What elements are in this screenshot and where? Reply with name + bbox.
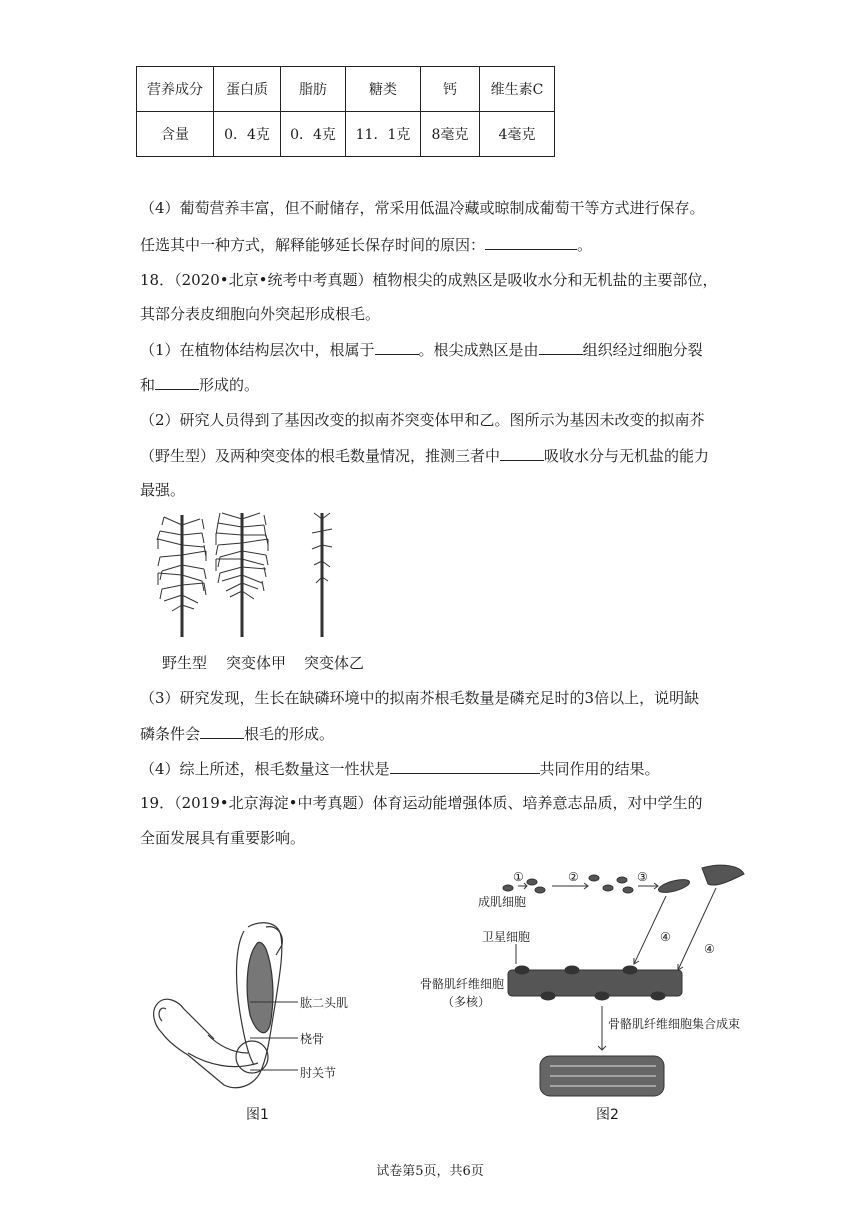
text: 磷条件会 [140,725,201,743]
answer-blank[interactable] [200,723,244,739]
q18-line2: 其部分表皮细胞向外突起形成根毛。 [140,305,381,323]
table-cell: 含量 [137,112,214,157]
q18-1-line2 [140,374,740,395]
wild-type-root [157,515,206,637]
q18-2-line3: 最强。 [140,481,186,499]
step-4a: ④ [660,930,671,944]
table-cell: 糖类 [346,67,421,112]
label-radius: 桡骨 [300,1032,325,1046]
nutrition-table [136,66,555,157]
q18-1-line1 [140,339,740,360]
text: 任选其中一种方式，解释能够延长保存时间的原因： [140,236,486,254]
table-cell: 8毫克 [421,112,480,157]
mutant-a-root [216,513,268,637]
label-fiber-bundle: 骨骼肌纤维细胞集合成束 [608,1017,741,1031]
table-row [137,67,555,112]
text: 形成的。 [199,376,260,394]
text: 。根尖成熟区是由 [418,341,539,359]
text: （1）在植物体结构层次中，根属于 [140,341,375,359]
q17-4-line2 [140,234,740,255]
label-elbow-joint: 肘关节 [300,1066,337,1080]
table-cell: 维生素C [480,67,555,112]
table-cell: 11．1克 [346,112,421,157]
label-satellite-cell: 卫星细胞 [482,930,531,944]
label-myoblast: 成肌细胞 [478,895,527,909]
answer-blank[interactable] [155,374,199,390]
label-biceps: 肱二头肌 [300,996,349,1010]
q17-4-line1: （4）葡萄营养丰富，但不耐储存，常采用低温冷藏或晾制成葡萄干等方式进行保存。 [140,199,705,217]
step-2: ② [568,870,579,884]
label-multinucleate: （多核） [442,995,491,1009]
table-cell: 钙 [421,67,480,112]
q18-3-line2 [140,723,740,744]
table-cell: 脂肪 [281,67,346,112]
fig1-leader-lines [250,996,310,1076]
text: 组织经过细胞分裂 [582,341,703,359]
table-cell: 4毫克 [480,112,555,157]
answer-blank[interactable] [485,234,577,250]
answer-blank[interactable] [375,339,419,355]
step-4b: ④ [704,942,715,956]
text: 。 [577,236,593,254]
page-footer: 试卷第5页，共6页 [376,1164,484,1179]
root-hair-figure [140,505,380,645]
text: （野生型）及两种突变体的根毛数量情况，推测三者中 [140,447,501,465]
q18-3-line1: （3）研究发现，生长在缺磷环境中的拟南芥根毛数量是磷充足时的3倍以上，说明缺 [140,689,700,707]
step-1: ① [513,870,524,884]
text: 根毛的形成。 [244,725,335,743]
table-row [137,112,555,157]
text: 和 [140,376,156,394]
fig-label-mutant-b: 突变体乙 [304,654,365,672]
q18-2-line1: （2）研究人员得到了基因改变的拟南芥突变体甲和乙。图所示为基因未改变的拟南芥 [140,411,705,429]
q19-line2: 全面发展具有重要影响。 [140,829,306,847]
answer-blank[interactable] [539,339,583,355]
answer-blank[interactable] [390,758,540,774]
text: 吸收水分与无机盐的能力 [544,447,710,465]
fig-label-wild-type: 野生型 [162,654,208,672]
q18-2-line2 [140,445,740,466]
step-3: ③ [637,870,648,884]
text: 共同作用的结果。 [539,760,660,778]
table-cell: 0．4克 [214,112,281,157]
mutant-b-root [312,513,332,637]
fig-label-mutant-a: 突变体甲 [226,654,287,672]
table-cell: 0．4克 [281,112,346,157]
answer-blank[interactable] [500,445,544,461]
table-cell: 营养成分 [137,67,214,112]
fig2-caption: 图2 [596,1107,619,1123]
text: （4）综上所述，根毛数量这一性状是 [140,760,390,778]
q18-4-line [140,758,740,779]
label-muscle-fiber: 骨骼肌纤维细胞 [420,977,505,991]
fig1-caption: 图1 [246,1107,269,1123]
q18-line1: 18．（2020•北京•统考中考真题）植物根尖的成熟区是吸收水分和无机盐的主要部位， [140,271,718,289]
table-cell: 蛋白质 [214,67,281,112]
q19-line1: 19．（2019•北京海淀•中考真题）体育运动能增强体质、培养意志品质，对中学生的 [140,794,703,812]
